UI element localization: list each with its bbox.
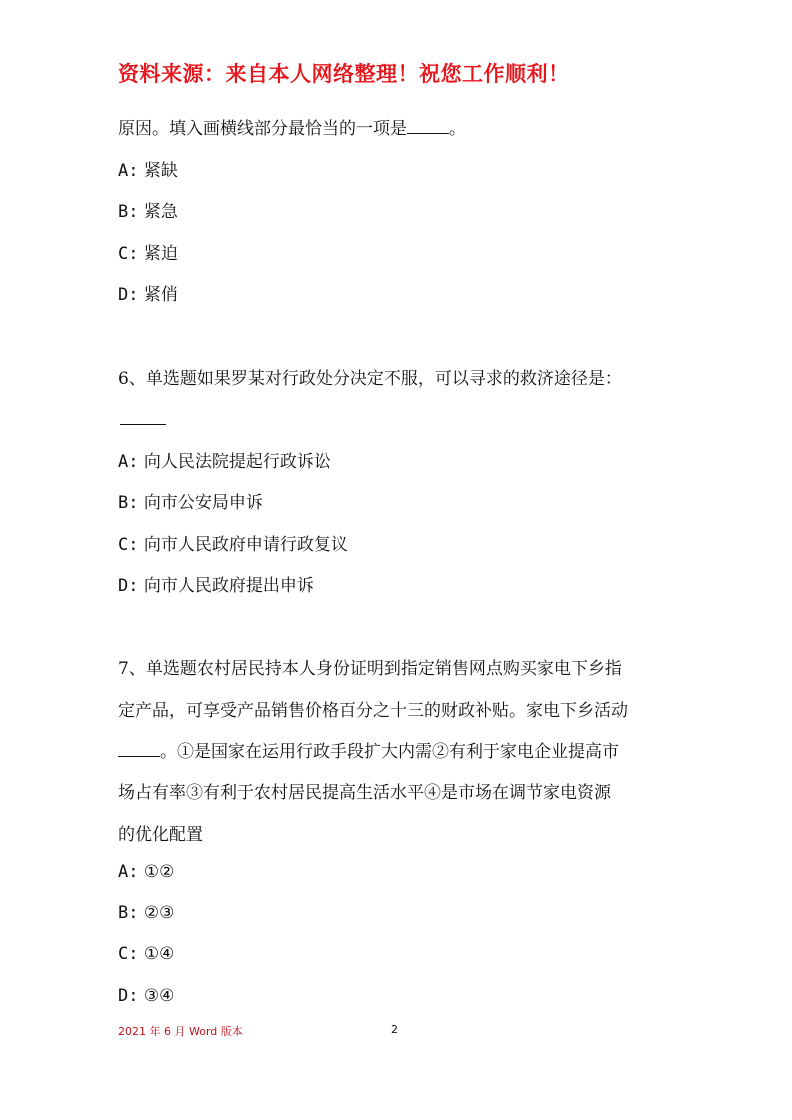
- q6-option-b-text: 向市公安局申诉: [143, 493, 263, 513]
- q5-option-c-key: C:: [118, 244, 139, 264]
- q6-option-a-text: 向人民法院提起行政诉讼: [143, 452, 331, 472]
- q7-option-d-key: D:: [118, 986, 139, 1006]
- q5-stem-text: 原因。填入画横线部分最恰当的一项是: [118, 119, 407, 139]
- q7-option-a-key: A:: [118, 862, 139, 882]
- q6-option-d: [118, 571, 314, 596]
- q5-option-a: [118, 156, 178, 181]
- q7-option-c-text: ①④: [143, 944, 175, 964]
- q5-stem-end: 。: [449, 119, 466, 139]
- q6-option-c-key: C:: [118, 535, 139, 555]
- q6-option-d-key: D:: [118, 576, 139, 596]
- q7-option-d-text: ③④: [143, 986, 175, 1006]
- page-number: 2: [391, 1023, 398, 1036]
- q5-option-b-text: 紧急: [143, 202, 178, 222]
- q7-option-d: [118, 986, 174, 1006]
- q7-option-c: [118, 944, 174, 964]
- q7-option-a-text: ①②: [143, 862, 175, 882]
- q7-stem-line-3: [118, 737, 619, 762]
- q7-option-b-text: ②③: [143, 903, 175, 923]
- q7-stem-line-2: 定产品，可享受产品销售价格百分之十三的财政补贴。家电下乡活动: [118, 701, 628, 721]
- q6-option-b: [118, 488, 263, 513]
- q7-option-c-key: C:: [118, 944, 139, 964]
- q5-stem: [118, 114, 466, 139]
- q6-answer-blank: [120, 423, 166, 425]
- q7-stem-line-4: 场占有率③有利于农村居民提高生活水平④是市场在调节家电资源: [118, 783, 611, 803]
- q6-stem: 6、单选题如果罗某对行政处分决定不服，可以寻求的救济途径是：: [118, 369, 622, 389]
- q5-option-b-key: B:: [118, 202, 139, 222]
- q5-option-b: [118, 197, 178, 222]
- q7-option-b: [118, 903, 174, 923]
- q6-option-a-key: A:: [118, 452, 139, 472]
- q5-option-d-text: 紧俏: [143, 285, 178, 305]
- q7-stem-line-5: 的优化配置: [118, 825, 203, 845]
- q5-option-d: [118, 280, 178, 305]
- q6-option-c: [118, 530, 348, 555]
- source-banner: 资料来源：来自本人网络整理！祝您工作顺利！: [118, 62, 570, 86]
- q7-option-a: [118, 862, 174, 882]
- q5-option-c: [118, 239, 178, 264]
- q6-option-b-key: B:: [118, 493, 139, 513]
- q5-option-a-key: A:: [118, 161, 139, 181]
- q6-option-c-text: 向市人民政府申请行政复议: [143, 535, 348, 555]
- q7-stem-line-1: 7、单选题农村居民持本人身份证明到指定销售网点购买家电下乡指: [118, 659, 622, 679]
- footer-date-version: 2021 年 6 月 Word 版本: [118, 1025, 243, 1038]
- q6-option-d-text: 向市人民政府提出申诉: [143, 576, 314, 596]
- q5-answer-blank: [407, 132, 449, 134]
- q5-option-d-key: D:: [118, 285, 139, 305]
- q5-option-a-text: 紧缺: [143, 161, 178, 181]
- q7-option-b-key: B:: [118, 903, 139, 923]
- q6-option-a: [118, 447, 331, 472]
- q7-stem-line-3-text: 。①是国家在运用行政手段扩大内需②有利于家电企业提高市: [160, 742, 619, 762]
- q7-answer-blank: [118, 755, 160, 757]
- q5-option-c-text: 紧迫: [143, 244, 178, 264]
